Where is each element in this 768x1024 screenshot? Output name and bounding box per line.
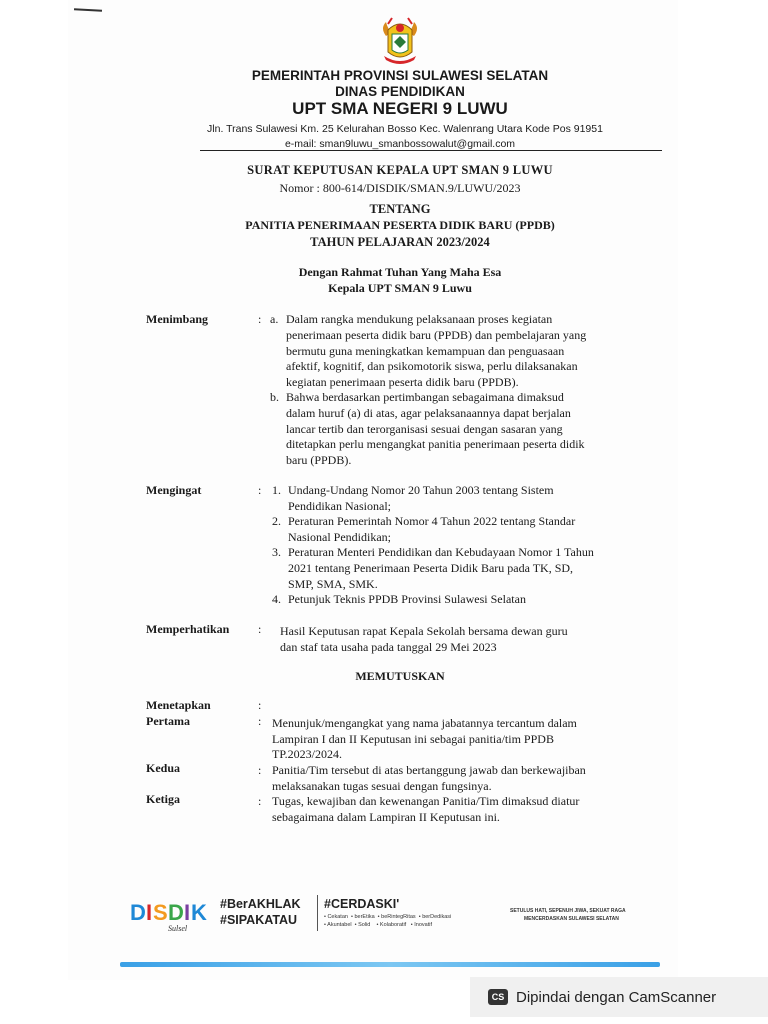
decree-title: SURAT KEPUTUSAN KEPALA UPT SMAN 9 LUWU <box>247 163 553 177</box>
svg-text:D: D <box>168 900 184 925</box>
text-line: afektif, kognitif, dan psikomotorik siswa, perlu dilaksanakan <box>286 359 578 374</box>
decree-subject-2: TAHUN PELAJARAN 2023/2024 <box>310 235 490 249</box>
header-divider <box>200 150 662 151</box>
disdik-logo <box>128 894 212 934</box>
text-line: Lampiran I dan II Keputusan ini sebagai panitia/tim PPDB <box>272 731 554 746</box>
mengingat-list <box>272 483 656 608</box>
mengingat-item-2 <box>272 514 656 545</box>
svg-text:D: D <box>130 900 146 925</box>
menimbang-label: Menimbang <box>146 312 209 326</box>
ketiga-colon: : <box>258 794 262 808</box>
menimbang-b-continuation <box>286 406 654 468</box>
menimbang-colon: : <box>258 312 262 326</box>
text-line: dalam huruf (a) di atas, agar pelaksanaannya dapat berjalan <box>286 406 571 420</box>
header-address: Jln. Trans Sulawesi Km. 25 Kelurahan Bosso Kec. Walenrang Utara Kode Pos 91951 <box>207 123 603 135</box>
menimbang-a-continuation <box>286 328 654 390</box>
item-number: 2. <box>272 514 281 529</box>
header-government: PEMERINTAH PROVINSI SULAWESI SELATAN <box>251 68 549 83</box>
text-line: SMP, SMA, SMK. <box>288 576 378 591</box>
motto-line-1: SETULUS HATI, SEPENUH JIWA, SEKUAT RAGA <box>510 908 626 914</box>
camscanner-icon: CS <box>488 989 508 1005</box>
menimbang-b-line1: Bahwa berdasarkan pertimbangan sebagaimana dimaksud <box>286 390 564 404</box>
text-line: Panitia/Tim tersebut di atas bertanggung jawab dan berkewajiban <box>272 763 586 777</box>
memutuskan-heading: MEMUTUSKAN <box>355 669 445 683</box>
decree-subject-1: PANITIA PENERIMAAN PESERTA DIDIK BARU (PPDB) <box>245 218 555 232</box>
text-line: sebagaimana dalam Lampiran II Keputusan ini. <box>272 809 500 824</box>
text-line: penerimaan peserta didik baru (PPDB) dan pembelajaran yang <box>286 328 587 342</box>
menimbang-a-line1: Dalam rangka mendukung pelaksanaan proses kegiatan <box>286 312 553 326</box>
footer-divider <box>317 895 318 931</box>
text-line: Menunjuk/mengangkat yang nama jabatannya tercantum dalam <box>272 716 577 730</box>
hashtag-sipakatau: #SIPAKATAU <box>220 913 298 927</box>
pertama-text <box>272 716 658 763</box>
blessing-line-1: Dengan Rahmat Tuhan Yang Maha Esa <box>298 265 502 279</box>
mengingat-item-1 <box>272 483 656 514</box>
text-line: ditetapkan perlu mengangkat panitia penerimaan peserta didik <box>286 437 585 452</box>
kedua-colon: : <box>258 763 262 777</box>
memperhatikan-text <box>280 624 660 655</box>
text-line: Peraturan Pemerintah Nomor 4 Tahun 2022 tentang Standar <box>288 514 576 529</box>
menetapkan-label: Menetapkan <box>146 698 211 712</box>
hashtag-cerdaski: #CERDASKI' <box>324 897 400 911</box>
header-school-name: UPT SMA NEGERI 9 LUWU <box>292 99 508 118</box>
mengingat-item-4 <box>272 592 656 608</box>
text-line: dan staf tata usaha pada tanggal 29 Mei 2023 <box>280 639 497 654</box>
menimbang-item-b <box>270 390 654 406</box>
motto-line-2: MENCERDASKAN SULAWESI SELATAN <box>524 916 619 922</box>
menetapkan-colon: : <box>258 698 262 712</box>
mengingat-label: Mengingat <box>146 483 202 497</box>
disdik-logo-sub: Sulsel <box>168 924 188 933</box>
province-emblem-icon <box>378 16 422 66</box>
text-line: Nasional Pendidikan; <box>288 529 391 544</box>
svg-text:K: K <box>191 900 207 925</box>
item-number: 4. <box>272 592 281 607</box>
text-line: Petunjuk Teknis PPDB Provinsi Sulawesi Selatan <box>288 592 526 607</box>
text-line: TP.2023/2024. <box>272 747 343 762</box>
pertama-colon: : <box>258 714 262 728</box>
item-number: 3. <box>272 545 281 560</box>
text-line: Tugas, kewajiban dan kewenangan Panitia/Tim dimaksud diatur <box>272 794 580 808</box>
camscanner-badge <box>470 977 768 1017</box>
text-line: kegiatan penerimaan peserta didik baru (PPDB). <box>286 374 519 389</box>
memperhatikan-label: Memperhatikan <box>146 622 230 636</box>
item-number: 1. <box>272 483 281 497</box>
pertama-label: Pertama <box>146 714 190 728</box>
text-line: baru (PPDB). <box>286 452 352 467</box>
menimbang-a-marker: a. <box>270 312 279 326</box>
hashtag-berakhlak: #BerAKHLAK <box>220 897 301 911</box>
kedua-label: Kedua <box>146 761 181 775</box>
footer-blue-stripe <box>120 962 660 967</box>
text-line: lancar tertib dan terorganisasi sesuai dengan sasaran yang <box>286 421 563 436</box>
camscanner-text: Dipindai dengan CamScanner <box>516 988 717 1006</box>
menimbang-item-a <box>270 312 654 328</box>
text-line: melaksanakan tugas sesuai dengan fungsinya. <box>272 778 492 793</box>
mengingat-item-3 <box>272 545 656 592</box>
kedua-text <box>272 763 658 794</box>
header-email: e-mail: sman9luwu_smanbossowalut@gmail.com <box>284 138 516 150</box>
text-line: 2021 tentang Penerimaan Peserta Didik Baru pada TK, SD, <box>288 560 574 575</box>
mengingat-colon: : <box>258 483 262 497</box>
svg-text:I: I <box>146 900 153 925</box>
ketiga-text <box>272 794 658 825</box>
blessing-line-2: Kepala UPT SMAN 9 Luwu <box>328 281 472 295</box>
menimbang-b-marker: b. <box>270 390 279 404</box>
text-line: Undang-Undang Nomor 20 Tahun 2003 tentang Sistem <box>288 483 554 497</box>
values-row-1: • Cekatan • berEtika • beRintegRitas • berDedikasi <box>324 914 452 920</box>
decree-number: Nomor : 800-614/DISDIK/SMAN.9/LUWU/2023 <box>279 181 521 195</box>
text-line: Peraturan Menteri Pendidikan dan Kebudayaan Nomor 1 Tahun <box>288 545 594 560</box>
text-line: Hasil Keputusan rapat Kepala Sekolah bersama dewan guru <box>280 624 568 638</box>
text-line: bermutu guna meningkatkan kemampuan dan penguasaan <box>286 343 565 358</box>
svg-text:I: I <box>184 900 191 925</box>
svg-text:S: S <box>153 900 168 925</box>
memperhatikan-colon: : <box>258 622 262 636</box>
text-line: Pendidikan Nasional; <box>288 498 391 513</box>
values-row-2: • Akuntabel • Solid • Kolaboratif • Inovatif <box>324 922 432 928</box>
ketiga-label: Ketiga <box>146 792 180 806</box>
decree-about: TENTANG <box>369 202 431 216</box>
header-department: DINAS PENDIDIKAN <box>335 84 465 99</box>
